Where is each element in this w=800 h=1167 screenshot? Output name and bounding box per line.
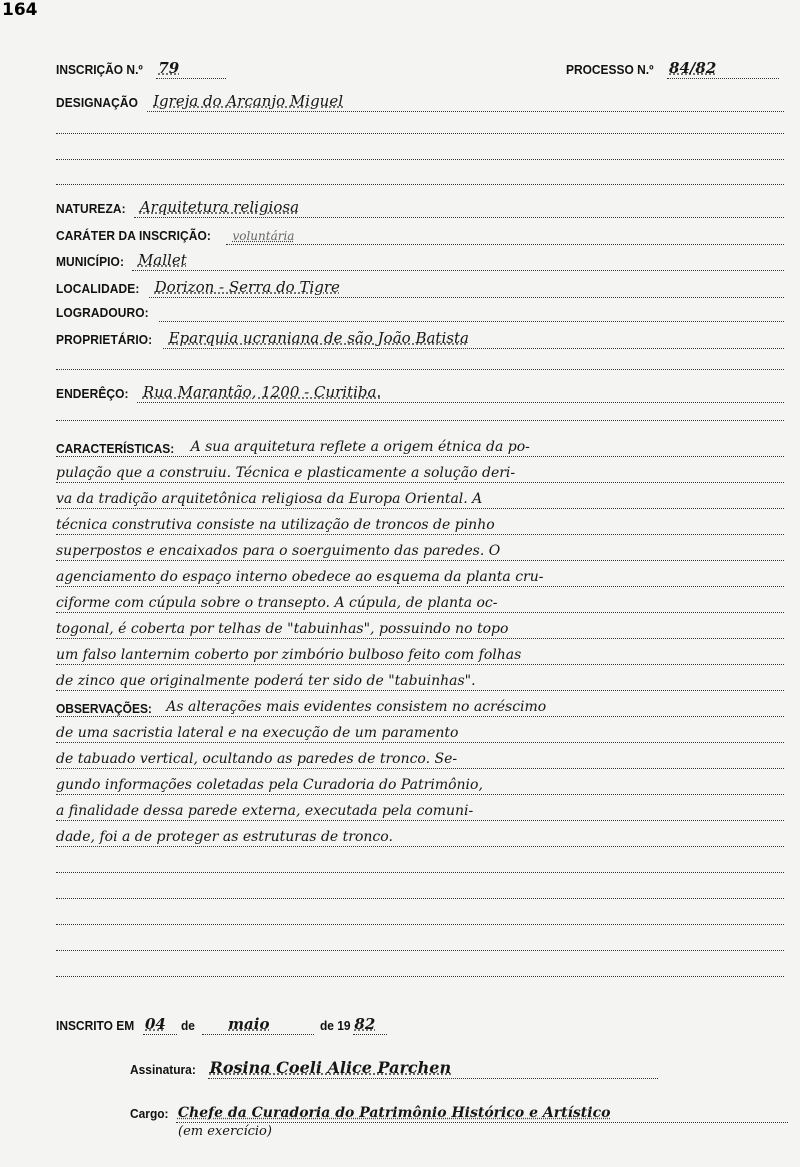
cargo-row — [130, 1104, 788, 1123]
caracteristicas-line — [56, 460, 784, 483]
caracteristicas-line — [56, 512, 784, 535]
caracteristicas-line — [56, 616, 784, 639]
observacoes-line — [56, 824, 784, 847]
observacoes-line — [56, 798, 784, 821]
caracteristicas-text-line: agenciamento do espaço interno obedece ao esquema da planta cru- — [56, 569, 544, 585]
observacoes-line — [56, 772, 784, 795]
observacoes-label: OBSERVAÇÕES: — [56, 701, 152, 716]
inscrito-label: INSCRITO EM — [56, 1018, 135, 1033]
blank-line — [56, 950, 784, 951]
endereco-field — [137, 382, 784, 403]
caracteristicas-line — [56, 564, 784, 587]
assinatura-row — [130, 1060, 658, 1079]
processo-label: PROCESSO N.º — [566, 62, 654, 77]
caracteristicas-text-line: um falso lanternim coberto por zimbório bulboso feito com folhas — [56, 647, 522, 663]
natureza-row — [56, 196, 784, 218]
blank-line — [56, 369, 784, 370]
caracteristicas-line — [56, 434, 784, 457]
observacoes-line — [56, 746, 784, 769]
blank-line — [56, 184, 784, 185]
municipio-label: MUNICÍPIO: — [56, 254, 125, 269]
inscrito-day-field — [143, 1016, 177, 1035]
inscrito-month: maio — [228, 1015, 270, 1033]
endereco-row — [56, 381, 784, 403]
caracteristicas-line — [56, 668, 784, 691]
caracteristicas-text-line: togonal, é coberta por telhas de "tabuinhas", possuindo no topo — [56, 621, 509, 637]
carater-value: voluntária — [232, 229, 295, 243]
blank-line — [56, 159, 784, 160]
inscricao-value: 79 — [158, 59, 180, 77]
observacoes-text-line: As alterações mais evidentes consistem no acréscimo — [166, 699, 547, 715]
processo-row — [566, 60, 779, 79]
proprietario-row — [56, 327, 784, 349]
blank-line — [56, 420, 784, 421]
municipio-field — [132, 250, 784, 271]
natureza-label: NATUREZA: — [56, 201, 126, 216]
assinatura-value: Rosina Coeli Alice Parchen — [209, 1058, 452, 1077]
caracteristicas-text-line: superpostos e encaixados para o soerguimento das paredes. O — [56, 543, 501, 559]
localidade-value: Dorizon - Serra do Tigre — [154, 278, 340, 296]
caracteristicas-line — [56, 538, 784, 561]
proprietario-field — [163, 328, 784, 349]
designacao-label: DESIGNAÇÃO — [56, 95, 138, 110]
observacoes-text-line: a finalidade dessa parede externa, executada pela comuni- — [56, 803, 474, 819]
cargo-label: Cargo: — [130, 1106, 169, 1121]
proprietario-value: Eparquia ucraniana de são João Batista — [168, 329, 469, 347]
observacoes-text-line: dade, foi a de proteger as estruturas de tronco. — [56, 829, 393, 845]
caracteristicas-text-line: de zinco que originalmente poderá ter sido de "tabuinhas". — [56, 673, 476, 689]
designacao-value: Igreja do Arcanjo Miguel — [153, 92, 344, 110]
inscrito-de-year-label: de 19 — [320, 1018, 351, 1033]
cargo-note: (em exercício) — [178, 1124, 272, 1139]
caracteristicas-line — [56, 642, 784, 665]
designacao-row — [56, 90, 784, 112]
endereco-value: Rua Marantão, 1200 - Curitiba. — [142, 383, 382, 401]
inscrito-de-label: de — [181, 1018, 195, 1033]
cargo-field — [176, 1104, 788, 1123]
observacoes-line — [56, 720, 784, 743]
blank-line — [56, 133, 784, 134]
designacao-field — [147, 91, 784, 112]
logradouro-field — [159, 301, 784, 322]
observacoes-line — [56, 694, 784, 717]
natureza-value: Arquitetura religiosa — [139, 198, 300, 216]
caracteristicas-text-line: pulação que a construiu. Técnica e plasticamente a solução deri- — [56, 465, 516, 481]
carater-row — [56, 223, 784, 245]
logradouro-label: LOGRADOURO: — [56, 305, 149, 320]
processo-field — [667, 60, 779, 79]
proprietario-label: PROPRIETÁRIO: — [56, 332, 153, 347]
endereco-label: ENDERÊÇO: — [56, 386, 129, 401]
inscricao-row — [56, 60, 226, 79]
inscrito-row — [56, 1016, 387, 1035]
caracteristicas-text-line: ciforme com cúpula sobre o transepto. A cúpula, de planta oc- — [56, 595, 498, 611]
blank-line — [56, 898, 784, 899]
caracteristicas-line — [56, 486, 784, 509]
inscrito-year: 82 — [354, 1015, 376, 1033]
inscrito-month-field — [202, 1016, 314, 1035]
caracteristicas-text-line: va da tradição arquitetônica religiosa da Europa Oriental. A — [56, 491, 483, 507]
blank-line — [56, 976, 784, 977]
assinatura-field — [208, 1060, 658, 1079]
inscricao-field — [156, 60, 226, 79]
observacoes-text-line: de tabuado vertical, ocultando as paredes de tronco. Se- — [56, 751, 458, 767]
assinatura-label: Assinatura: — [130, 1062, 196, 1077]
inscricao-label: INSCRIÇÃO N.º — [56, 62, 143, 77]
caracteristicas-text-line: técnica construtiva consiste na utilização de troncos de pinho — [56, 517, 495, 533]
caracteristicas-label: CARACTERÍSTICAS: — [56, 441, 175, 456]
municipio-row — [56, 249, 784, 271]
natureza-field — [134, 197, 784, 218]
blank-line — [56, 872, 784, 873]
cargo-value: Chefe da Curadoria do Patrimônio Histórico e Artístico — [177, 1105, 611, 1121]
page-number-mark: 164 — [2, 0, 38, 20]
observacoes-text-line: gundo informações coletadas pela Curadoria do Patrimônio, — [56, 777, 483, 793]
localidade-field — [149, 277, 784, 298]
municipio-value: Mallet — [137, 251, 187, 269]
carater-field — [226, 224, 784, 245]
blank-line — [56, 924, 784, 925]
inscrito-day: 04 — [145, 1015, 166, 1033]
observacoes-text-line: de uma sacristia lateral e na execução de um paramento — [56, 725, 459, 741]
caracteristicas-text-line: A sua arquitetura reflete a origem étnica da po- — [190, 439, 530, 455]
inscrito-year-field — [353, 1016, 387, 1035]
processo-value: 84/82 — [669, 59, 717, 77]
caracteristicas-line — [56, 590, 784, 613]
localidade-label: LOCALIDADE: — [56, 281, 140, 296]
carater-label: CARÁTER DA INSCRIÇÃO: — [56, 228, 211, 243]
logradouro-row — [56, 300, 784, 322]
localidade-row — [56, 276, 784, 298]
